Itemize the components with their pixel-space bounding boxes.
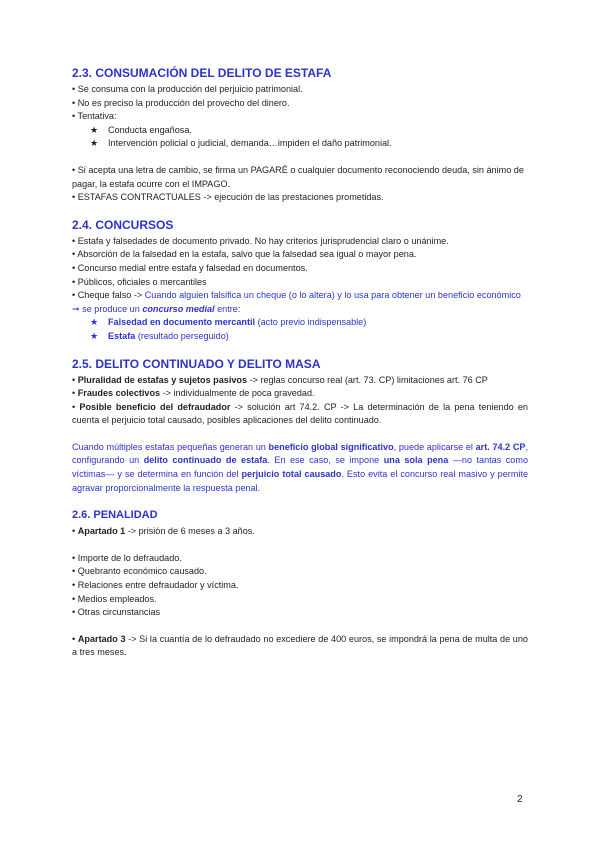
bullet-fraudes-colectivos (72, 387, 528, 401)
bullet-apartado-1 (72, 525, 528, 539)
star-bullet-icon: ★ (90, 317, 99, 328)
bullet-apartado-3 (72, 633, 528, 660)
page-content (72, 66, 528, 660)
sub-item-conducta (72, 124, 528, 138)
spacer (72, 344, 528, 357)
text-run: -> prisión de 6 meses a 3 años. (125, 526, 255, 537)
text-run: —no tantas como víctimas— y se determina en función del (72, 455, 528, 480)
list-item-quebranto: • Quebranto económico causado. (72, 566, 207, 577)
star-bullet-icon: ★ (90, 330, 99, 341)
text-run-bold: una sola pena (383, 455, 449, 466)
text-run: -> solución art 74.2. CP -> La determinación de la pena teniendo en cuenta el perjuicio total causado, posibles aplicaciones del delito continuado. (72, 401, 528, 426)
bullet-pluralidad (72, 374, 528, 388)
text-run: • (72, 388, 78, 399)
list-item-importe: • Importe de lo defraudado. (72, 552, 182, 563)
text-run-bold: concurso medial (142, 303, 215, 314)
sub-item-falsedad (72, 316, 528, 330)
list-item-medios: • Medios empleados. (72, 593, 157, 604)
list-item-otras: • Otras circunstancias (72, 607, 161, 618)
text-run: • (72, 401, 80, 412)
list-item-relaciones: • Relaciones entre defraudador y víctima. (72, 580, 239, 591)
section-heading-penalidad: 2.6. PENALIDAD (72, 509, 158, 522)
text-run-bold: Falsedad en documento mercantil (108, 317, 256, 328)
text-run-bold: Fraudes colectivos (77, 388, 161, 399)
sub-item-text: Conducta engañosa. (108, 124, 192, 135)
bullet-concursos-3: • Concurso medial entre estafa y falsedad en documentos. (72, 262, 308, 273)
text-run: • (72, 526, 78, 537)
sub-item-estafa (72, 330, 528, 344)
text-run: -> Si la cuantía de lo defraudado no excediere de 400 euros, se impondrá la pena de multa de uno a tres meses. (72, 633, 528, 658)
spacer (72, 539, 528, 552)
section-heading-concursos: 2.4. CONCURSOS (72, 217, 174, 232)
sub-item-text: Intervención policial o judicial, demanda…impiden el daño patrimonial. (108, 138, 392, 149)
star-bullet-icon: ★ (90, 138, 99, 149)
text-run-bold: Apartado 1 (77, 526, 126, 537)
spacer (72, 151, 528, 164)
text-run: • Cheque falso -> (72, 290, 145, 301)
bullet-concursos-4: • Públicos, oficiales o mercantiles (72, 276, 207, 287)
text-run: (acto previo indispensable) (255, 317, 367, 328)
spacer (72, 428, 528, 441)
spacer (72, 620, 528, 633)
text-run-bold: delito continuado de estafa (143, 455, 268, 466)
section-heading-consumacion: 2.3. CONSUMACIÓN DEL DELITO DE ESTAFA (72, 66, 332, 80)
bullet-posible-beneficio (72, 401, 528, 428)
text-run: -> reglas concurso real (art. 73. CP) limitaciones art. 76 CP (247, 374, 488, 385)
text-run: • (72, 633, 78, 644)
text-run: (resultado perseguido) (135, 330, 229, 341)
bullet-tentativa: • Tentativa: (72, 111, 117, 122)
text-run-blue: entre: (214, 303, 241, 314)
page-number: 2 (517, 794, 523, 805)
text-run: , configurando un (72, 441, 528, 466)
star-bullet-icon: ★ (90, 124, 99, 135)
text-run: -> individualmente de poca gravedad. (160, 388, 315, 399)
text-run: • (72, 374, 78, 385)
text-run-bold: Apartado 3 (77, 633, 126, 644)
text-run-bold: Estafa (108, 330, 136, 341)
text-run-bold: perjuicio total causado (241, 469, 342, 480)
text-run-blue: Cuando alguien falsifica un cheque (o lo altera) y lo usa para obtener un beneficio económico ➞ se produce un (72, 290, 521, 314)
spacer (72, 205, 528, 218)
text-run-bold: Pluralidad de estafas y sujetos pasivos (77, 374, 248, 385)
text-run: . En ese caso, se impone (267, 455, 384, 466)
text-run-bold: Posible beneficio del defraudador (79, 401, 231, 412)
text-run-bold: art. 74.2 CP (475, 441, 526, 452)
text-run: , puede aplicarse el (393, 441, 476, 452)
text-run-bold: beneficio global significativo (268, 441, 394, 452)
text-run: . Esto evita el concurso real masivo y permite agravar proporcionalmente la respuesta penal. (72, 469, 528, 493)
text-run: Cuando múltiples estafas pequeñas generan un (72, 441, 269, 452)
bullet-concursos-1: • Estafa y falsedades de documento privado. No hay criterios jurisprudencial claro o unánime. (72, 235, 449, 246)
sub-item-intervencion (72, 137, 528, 151)
spacer (72, 495, 528, 508)
bullet-consumacion-1: • Se consuma con la producción del perjuicio patrimonial. (72, 84, 303, 94)
paragraph-estafas-contractuales: • ESTAFAS CONTRACTUALES -> ejecución de las prestaciones prometidas. (72, 192, 384, 203)
bullet-cheque-falso (72, 289, 528, 316)
paragraph-delito-continuado (72, 441, 528, 495)
paragraph-pagare: • Si acepta una letra de cambio, se firma un PAGARÉ o cualquier documento reconociendo deuda, sin ánimo de pagar, la estafa ocurre con el IMPAGO. (72, 164, 524, 189)
bullet-consumacion-2: • No es preciso la producción del provecho del dinero. (72, 97, 290, 108)
section-heading-delito-continuado: 2.5. DELITO CONTINUADO Y DELITO MASA (72, 356, 321, 371)
bullet-concursos-2: • Absorción de la falsedad en la estafa, salvo que la falsedad sea igual o mayor pena. (72, 249, 417, 260)
